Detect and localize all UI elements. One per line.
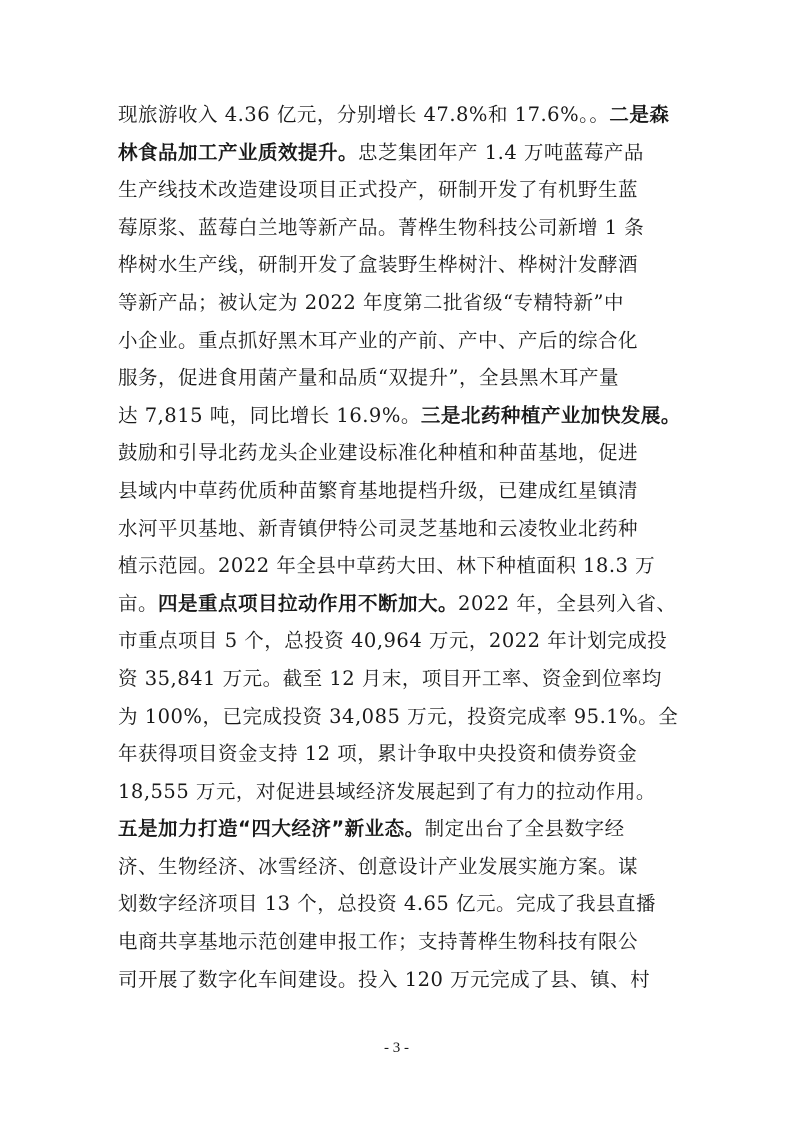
bold-heading-text: 二是森 [609,103,670,126]
body-text-segment: 现旅游收入 4.36 亿元，分别增长 47.8%和 17.6%。。 [118,103,610,126]
body-text-segment: 年获得项目资金支持 12 项，累计争取中央投资和债券资金 [118,742,638,766]
body-text-segment: 2022 年，全县列入省、 [458,591,677,615]
body-text-segment: 济、生物经济、冰雪经济、创意设计产业发展实施方案。谋 [118,854,639,878]
text-line [118,923,688,961]
text-line [118,810,688,848]
text-line [118,284,688,322]
text-line [118,434,688,472]
body-text-segment: 桦树水生产线，研制开发了盒装野生桦树汁、桦树汁发酵酒 [118,253,639,277]
text-line [118,848,688,886]
body-text-segment: 资 35,841 万元。截至 12 月末，项目开工率、资金到位率均 [118,666,662,690]
text-line [118,660,688,698]
body-text-segment: 司开展了数字化车间建设。投入 120 万元完成了县、镇、村 [118,967,651,991]
bold-heading-text: 四是重点项目拉动作用不断加大。 [158,591,459,615]
text-line [118,773,688,811]
body-text-segment: 水河平贝基地、新青镇伊特公司灵芝基地和云凌牧业北药种 [118,516,639,540]
body-text-segment: 服务，促进食用菌产量和品质“双提升”，全县黑木耳产量 [118,366,619,390]
text-line [118,961,688,999]
text-line [118,397,688,435]
body-text-segment: 市重点项目 5 个，总投资 40,964 万元，2022 年计划完成投 [118,629,668,653]
text-line [118,735,688,773]
text-line [118,209,688,247]
body-text-segment: 18,555 万元，对促进县域经济发展起到了有力的拉动作用。 [118,779,656,803]
body-text-segment: 达 7,815 吨，同比增长 16.9%。 [118,403,421,427]
text-line [118,359,688,397]
body-text-segment: 莓原浆、蓝莓白兰地等新产品。菁桦生物科技公司新增 1 条 [118,215,645,239]
body-text-segment: 生产线技术改造建设项目正式投产，研制开发了有机野生蓝 [118,178,639,202]
text-line [118,322,688,360]
text-line [118,510,688,548]
text-line [118,246,688,284]
text-line [118,547,688,585]
bold-heading-text: 林食品加工产业质效提升。 [118,140,359,164]
body-text-segment: 等新产品；被认定为 2022 年度第二批省级“专精特新”中 [118,290,624,314]
text-line [118,96,688,134]
text-line [118,585,688,623]
body-text-segment: 鼓励和引导北药龙头企业建设标准化种植和种苗基地，促进 [118,441,639,465]
page-number: - 3 - [384,1040,409,1056]
text-line [118,134,688,172]
text-line [118,698,688,736]
text-line [118,622,688,660]
body-text-segment: 亩。 [118,591,159,615]
text-line [118,472,688,510]
body-text-segment: 县域内中草药优质种苗繁育基地提档升级，已建成红星镇清 [118,478,639,502]
body-text-segment: 为 100%，已完成投资 34,085 万元，投资完成率 95.1%。全 [118,704,679,728]
body-text-segment: 电商共享基地示范创建申报工作；支持菁桦生物科技有限公 [118,930,639,954]
body-text-segment: 划数字经济项目 13 个，总投资 4.65 亿元。完成了我县直播 [118,892,657,916]
text-line [118,885,688,923]
bold-heading-text: 三是北药种植产业加快发展。 [420,403,681,427]
body-text-segment: 植示范园。2022 年全县中草药大田、林下种植面积 18.3 万 [118,554,656,578]
body-text-segment: 忠芝集团年产 1.4 万吨蓝莓产品 [358,140,644,164]
body-text-segment: 小企业。重点抓好黑木耳产业的产前、产中、产后的综合化 [118,328,639,352]
body-text-segment: 制定出台了全县数字经 [424,817,625,841]
body-text [118,96,688,998]
bold-heading-text: 五是加力打造“四大经济”新业态。 [118,817,425,841]
text-line [118,171,688,209]
